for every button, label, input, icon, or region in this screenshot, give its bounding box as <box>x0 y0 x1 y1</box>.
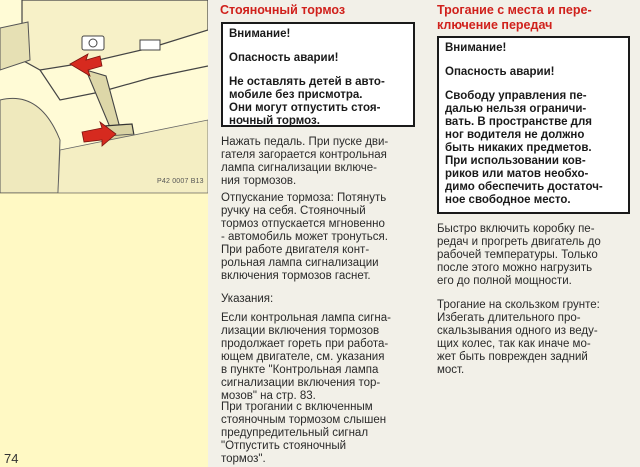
text-line: редач и прогреть двигатель до <box>437 236 601 248</box>
paragraph-warmup <box>437 223 632 288</box>
notes-label: Указания: <box>221 293 274 305</box>
heading-line: ключение передач <box>437 18 553 32</box>
text-line: Нажать педаль. При пуске дви- <box>221 136 389 148</box>
warning-text <box>229 76 407 128</box>
text-line: рольная лампа сигнализации <box>221 257 379 269</box>
paragraph-apply-brake <box>221 136 416 188</box>
warning-danger: Опасность аварии! <box>445 66 555 78</box>
text-line: продолжает гореть при работа- <box>221 338 389 350</box>
text-line: Если контрольная лампа сигна- <box>221 312 391 324</box>
text-line: включения тормозов гаснет. <box>221 270 371 282</box>
text-line: тормоз". <box>221 453 266 465</box>
text-line: Избегать длительного про- <box>437 312 581 324</box>
text-line: ния тормозов. <box>221 175 297 187</box>
text-line: тормоз отпускается мгновенно <box>221 218 385 230</box>
figure-code: P42 0007 B13 <box>157 178 204 185</box>
text-line: лампа сигнализации включе- <box>221 162 377 174</box>
text-line: мост. <box>437 364 465 376</box>
text-line: вать. В пространстве для <box>445 116 592 128</box>
heading-line: Трогание с места и пере- <box>437 3 592 17</box>
text-line: - автомобиль может тронуться. <box>221 231 388 243</box>
text-line: При трогании с включенным <box>221 401 373 413</box>
paragraph-note-lamp <box>221 312 416 403</box>
text-line: "Отпустить стояночный <box>221 440 347 452</box>
text-line: Не оставлять детей в авто- <box>229 76 385 88</box>
text-line: после этого можно нагрузить <box>437 262 593 274</box>
text-line: предупредительный сигнал <box>221 427 369 439</box>
text-line: Трогание на скользком грунте: <box>437 299 600 311</box>
text-line: лизации включения тормозов <box>221 325 380 337</box>
warning-box-children <box>221 22 415 127</box>
text-line: в пункте "Контрольная лампа <box>221 364 379 376</box>
text-line: Отпускание тормоза: Потянуть <box>221 192 387 204</box>
warning-danger: Опасность аварии! <box>229 52 339 64</box>
section-heading-parking-brake: Стояночный тормоз <box>220 3 346 17</box>
text-line: щих колес, так как иначе мо- <box>437 338 591 350</box>
parking-brake-illustration <box>0 0 208 194</box>
pedal-drawing <box>0 0 208 193</box>
text-line: быть никаких предметов. <box>445 142 592 154</box>
warning-text <box>445 90 622 207</box>
text-line: ющем двигателе, см. указания <box>221 351 385 363</box>
page-number: 74 <box>4 451 19 466</box>
warning-title: Внимание! <box>445 42 507 54</box>
text-line: При работе двигателя конт- <box>221 244 370 256</box>
text-line: жет быть поврежден задний <box>437 351 588 363</box>
paragraph-slippery-ground <box>437 299 632 377</box>
paragraph-note-signal <box>221 401 416 466</box>
paragraph-release-brake <box>221 192 416 283</box>
text-line: ное свободное место. <box>445 194 571 206</box>
text-line: ночный тормоз. <box>229 115 320 127</box>
text-line: димо обеспечить достаточ- <box>445 181 603 193</box>
text-line: мозов" на стр. 83. <box>221 390 316 402</box>
section-heading-moving-off <box>437 3 627 33</box>
text-line: ног водителя не должно <box>445 129 585 141</box>
warning-title: Внимание! <box>229 28 291 40</box>
text-line: риков или матов необхо- <box>445 168 589 180</box>
warning-box-pedals <box>437 36 630 214</box>
text-line: Быстро включить коробку пе- <box>437 223 595 235</box>
text-line: скальзывания одного из веду- <box>437 325 598 337</box>
text-line: Свободу управления пе- <box>445 90 587 102</box>
text-line: стояночным тормозом слышен <box>221 414 387 426</box>
text-line: При использовании ков- <box>445 155 586 167</box>
text-line: ручку на себя. Стояночный <box>221 205 366 217</box>
text-line: Они могут отпустить стоя- <box>229 102 381 114</box>
text-line: далью нельзя ограничи- <box>445 103 587 115</box>
text-line: рабочей температуры. Только <box>437 249 598 261</box>
text-line: гателя загорается контрольная <box>221 149 387 161</box>
text-line: сигнализации включения тор- <box>221 377 381 389</box>
text-line: мобиле без присмотра. <box>229 89 363 101</box>
text-line: его до полной мощности. <box>437 275 572 287</box>
